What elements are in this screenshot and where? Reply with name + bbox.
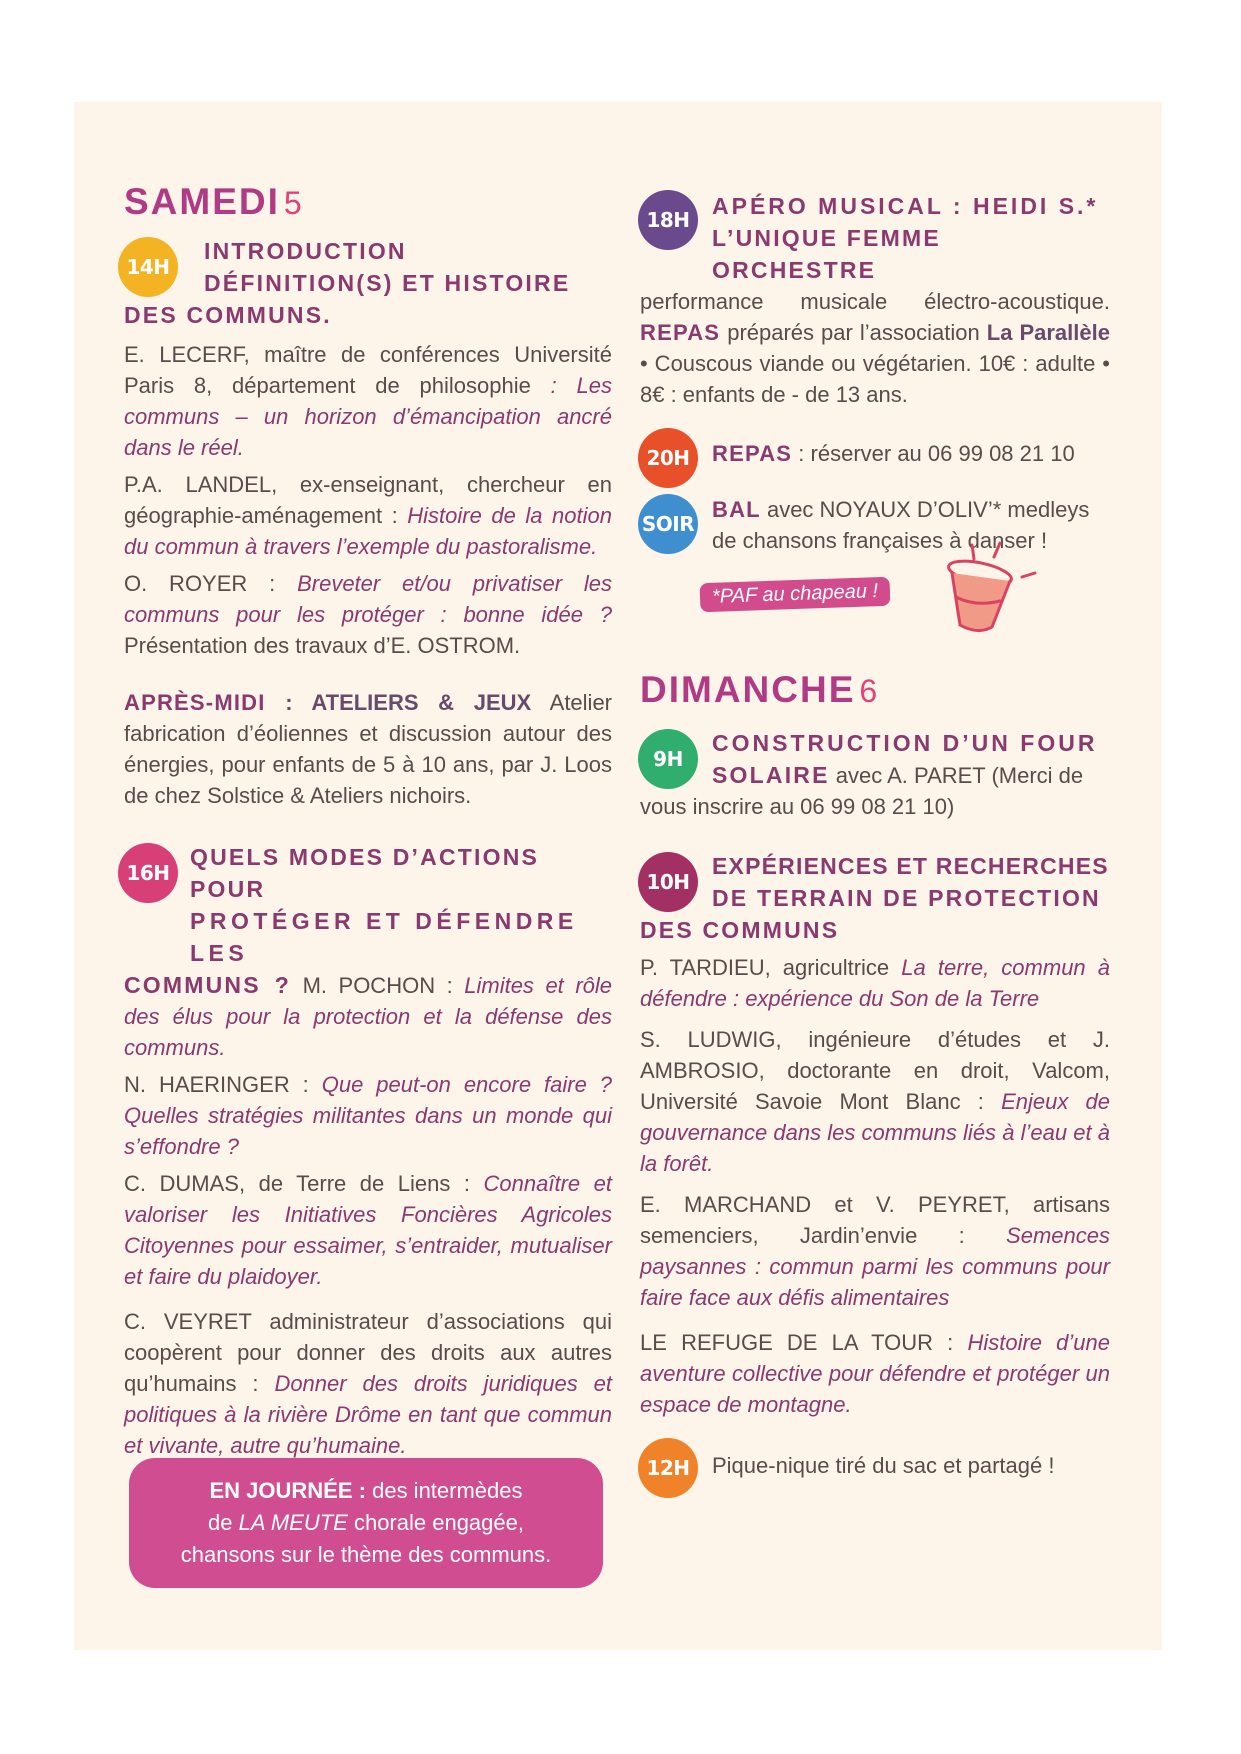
session-12h	[640, 1438, 1110, 1500]
speaker-veyret	[124, 1306, 612, 1461]
box-text: de	[208, 1510, 233, 1535]
sunday-column	[640, 668, 1110, 1500]
time-badge-14h: 14H	[118, 237, 178, 297]
talk-title: Que peut-on encore faire ? Quelles stratégies militantes dans un monde qui s’effondre ?	[124, 1072, 613, 1159]
talk-title: Limites et rôle des élus pour la protection et la défense des communs.	[124, 973, 612, 1060]
speaker-ludwig-ambrosio	[640, 1024, 1110, 1179]
afternoon-workshops	[124, 687, 612, 811]
saturday-column	[124, 180, 612, 1461]
ball-label: BAL	[712, 497, 761, 522]
paf-tag: *PAF au chapeau !	[700, 577, 891, 613]
time-badge-10h: 10H	[638, 852, 698, 912]
speaker-dumas	[124, 1168, 612, 1292]
afternoon-label: APRÈS-MIDI	[124, 690, 266, 715]
session-title-line2: DE TERRAIN DE PROTECTION	[712, 885, 1101, 911]
session-9h	[640, 727, 1110, 822]
session-text-line2	[640, 759, 1110, 791]
session-title-line1: QUELS MODES D’ACTIONS POUR	[190, 844, 540, 902]
sunday-title	[640, 668, 1110, 713]
speaker-text: O. ROYER :	[124, 571, 276, 596]
afternoon-sublabel: : ATELIERS & JEUX	[285, 690, 532, 715]
time-badge-20h: 20H	[638, 428, 698, 488]
speaker-landel	[124, 469, 612, 562]
meal-association: La Parallèle	[986, 320, 1110, 345]
time-badge-12h: 12H	[638, 1438, 698, 1498]
box-label: EN JOURNÉE :	[209, 1478, 366, 1503]
speaker-text: N. HAERINGER :	[124, 1072, 309, 1097]
box-line3: chansons sur le thème des communs.	[180, 1542, 552, 1567]
meal-label: REPAS	[640, 320, 721, 345]
dinner-reservation	[640, 428, 1110, 469]
box-line1	[129, 1475, 603, 1507]
day-name: SAMEDI	[124, 181, 280, 222]
speaker-text: S. LUDWIG, ingénieure d’études et J. AMBROSIO, doctorante en droit, Valcom, Université Savoie Mont Blanc :	[640, 1027, 1110, 1114]
session-18h	[640, 190, 1110, 410]
daytime-info-box	[129, 1458, 603, 1588]
session-title-line3: DES COMMUNS	[640, 917, 840, 943]
talk-title: Connaître et valoriser les Initiatives Foncières Agricoles Citoyennes pour essaimer, s’entraider, mutualiser et faire du plaidoyer.	[124, 1171, 612, 1289]
meal-text: préparés par l’association	[727, 320, 980, 345]
session-10h	[640, 850, 1110, 1420]
session-title-line2: PROTÉGER ET DÉFENDRE LES	[190, 908, 578, 966]
session-title-line3: DES COMMUNS.	[124, 302, 332, 328]
speaker-text: E. MARCHAND et V. PEYRET, artisans semenciers, Jardin’envie :	[640, 1192, 1110, 1248]
speaker-refuge	[640, 1327, 1110, 1420]
dinner-text: : réserver au 06 99 08 21 10	[798, 441, 1075, 466]
box-text: des intermèdes	[372, 1478, 523, 1503]
speaker-tardieu	[640, 952, 1110, 1014]
talk-title: Breveter et/ou privatiser les communs pour les protéger : bonne idée ?	[124, 571, 613, 627]
speaker-text: P. TARDIEU, agricultrice	[640, 955, 890, 980]
speaker-lecerf	[124, 339, 612, 463]
speaker-text: C. VEYRET administrateur d’associations qui coopèrent pour donner des droits aux autres qu’humains :	[124, 1309, 612, 1396]
speaker-text: LE REFUGE DE LA TOUR :	[640, 1330, 954, 1355]
session-title-line1: INTRODUCTION	[204, 238, 407, 264]
speaker-haeringer	[124, 1069, 612, 1162]
session-20h	[640, 428, 1110, 490]
right-column	[640, 190, 1110, 556]
speaker-royer	[124, 568, 612, 661]
speaker-text: C. DUMAS, de Terre de Liens :	[124, 1171, 470, 1196]
speaker-text: P.A. LANDEL, ex-enseignant, chercheur en géographie-aménagement :	[124, 472, 612, 528]
time-badge-16h: 16H	[118, 843, 178, 903]
session-text: avec A. PARET (Merci de	[835, 763, 1084, 788]
apero-title-line1: APÉRO MUSICAL : HEIDI S.*	[712, 193, 1099, 219]
time-badge-9h: 9H	[638, 729, 698, 789]
session-title-line2: SOLAIRE	[712, 762, 830, 788]
session-title-line2: DÉFINITION(S) ET HISTOIRE	[204, 270, 571, 296]
session-title-line1: CONSTRUCTION D’UN FOUR	[712, 730, 1098, 756]
talk-title: Histoire de la notion du commun à travers l’exemple du pastoralisme.	[124, 503, 613, 559]
speaker-text-extra: Présentation des travaux d’E. OSTROM.	[124, 633, 521, 658]
saturday-title	[124, 180, 612, 225]
talk-title: Histoire d’une aventure collective pour défendre et protéger un espace de montagne.	[640, 1330, 1111, 1417]
session-text-line3: vous inscrire au 06 99 08 21 10)	[640, 794, 955, 819]
speaker-text: E. LECERF, maître de conférences Université Paris 8, département de philosophie	[124, 342, 612, 398]
ball-text: avec NOYAUX D’OLIV’* medleys de chansons françaises à danser !	[712, 497, 1090, 553]
session-title-line3: COMMUNS ?	[124, 972, 292, 998]
talk-title: : Les communs – un horizon d’émancipation ancré dans le réel.	[124, 373, 612, 460]
box-text: chorale engagée,	[353, 1510, 524, 1535]
talk-title: Semences paysannes : commun parmi les communs pour faire face aux défis alimentaires	[640, 1223, 1110, 1310]
time-badge-18h: 18H	[638, 190, 698, 250]
afternoon-text: Atelier fabrication d’éoliennes et discussion autour des énergies, pour enfants de 5 à 10 ans, par J. Loos de chez Solstice & Ateliers nichoirs.	[124, 690, 612, 808]
talk-title: Enjeux de gouvernance dans les communs liés à l’eau et à la forêt.	[640, 1089, 1110, 1176]
session-title-line1: EXPÉRIENCES ET RECHERCHES	[712, 853, 1109, 879]
box-choir-name: LA MEUTE	[238, 1510, 348, 1535]
speaker-text: M. POCHON :	[302, 973, 453, 998]
apero-title-line2: L’UNIQUE FEMME ORCHESTRE	[712, 225, 941, 283]
apero-text	[640, 286, 1110, 410]
day-name: DIMANCHE	[640, 669, 856, 710]
talk-title: La terre, commun à défendre : expérience du Son de la Terre	[640, 955, 1110, 1011]
apero-description: performance musicale électro-acoustique.	[640, 289, 1110, 314]
session-14h	[124, 235, 612, 661]
day-number: 6	[859, 673, 878, 709]
meal-text-2: • Couscous viande ou végétarien. 10€ : adulte • 8€ : enfants de - de 13 ans.	[640, 351, 1110, 407]
talk-title: Donner des droits juridiques et politiques à la rivière Drôme en tant que commun et vivante, autre qu’humaine.	[124, 1371, 612, 1458]
hat-icon	[930, 535, 1040, 645]
dinner-label: REPAS	[712, 441, 793, 466]
time-badge-soir: SOIR	[638, 494, 698, 554]
picnic-text: Pique-nique tiré du sac et partagé !	[712, 1453, 1055, 1478]
day-number: 5	[283, 185, 302, 221]
speaker-pochon	[124, 969, 612, 1063]
speaker-marchand-peyret	[640, 1189, 1110, 1313]
box-line2	[129, 1507, 603, 1539]
session-16h	[124, 841, 612, 1461]
